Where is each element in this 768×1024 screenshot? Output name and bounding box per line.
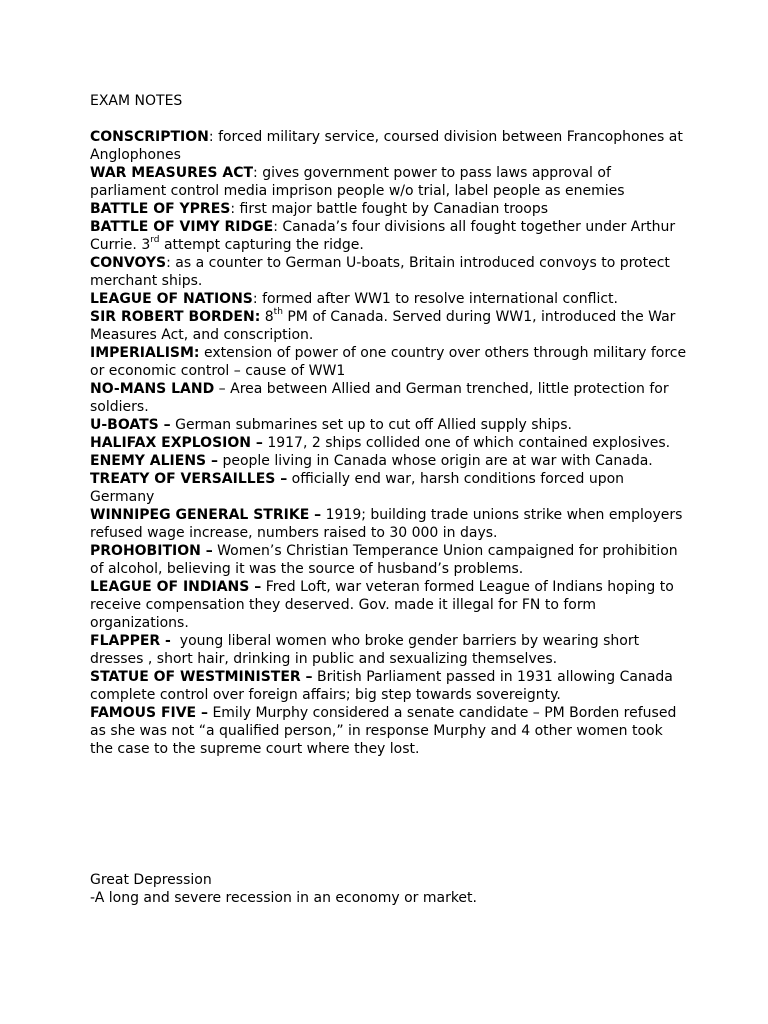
note-entry — [90, 452, 690, 470]
note-text: young liberal women who broke gender barriers by wearing short dresses , short hair, drinking in public and sexualizing themselves. — [90, 633, 640, 667]
note-term: BATTLE OF YPRES — [90, 201, 231, 217]
note-term: NO-MANS LAND — [90, 381, 215, 397]
note-sep: : — [230, 201, 240, 217]
note-sep: : — [208, 129, 219, 145]
note-text: British Parliament passed in 1931 allowing Canada complete control over foreign affairs; big step towards sovereignty. — [90, 669, 673, 703]
note-term: SIR ROBERT BORDEN: — [90, 309, 261, 325]
document-title: EXAM NOTES — [90, 93, 183, 109]
note-text: 8 — [264, 309, 274, 325]
note-term: LEAGUE OF NATIONS — [90, 291, 253, 307]
note-entry — [90, 506, 690, 542]
note-term: CONVOYS — [90, 255, 167, 271]
note-text: 1917, 2 ships collided one of which contained explosives. — [267, 435, 671, 451]
note-term: TREATY OF VERSAILLES – — [90, 471, 288, 487]
document-page — [90, 92, 690, 758]
note-term: FAMOUS FIVE – — [90, 705, 208, 721]
note-term: ENEMY ALIENS – — [90, 453, 218, 469]
note-term: PROHOBITION – — [90, 543, 213, 559]
great-depression-section — [90, 871, 690, 907]
note-term: STATUE OF WESTMINISTER – — [90, 669, 313, 685]
note-superscript: rd — [150, 235, 160, 246]
note-sep: : — [252, 291, 263, 307]
note-superscript: th — [273, 307, 283, 318]
note-entry — [90, 164, 690, 200]
note-text: formed after WW1 to resolve international conflict. — [262, 291, 618, 307]
note-text: as a counter to German U-boats, Britain introduced convoys to protect merchant ships. — [90, 255, 670, 289]
note-entry — [90, 632, 690, 668]
note-entry — [90, 344, 690, 380]
note-entry — [90, 380, 690, 416]
note-text: Fred Loft, war veteran formed League of Indians hoping to receive compensation they deserved. Gov. made it illegal for FN to form organizations. — [90, 579, 674, 631]
note-entry — [90, 704, 690, 758]
note-entry — [90, 200, 690, 218]
note-term: WINNIPEG GENERAL STRIKE – — [90, 507, 322, 523]
note-entry — [90, 416, 690, 434]
note-text: gives government power to pass laws approval of parliament control media imprison people w/o trial, label people as enemies — [90, 165, 625, 199]
note-sep: : — [273, 219, 283, 235]
note-entry — [90, 434, 690, 452]
note-text-after: attempt capturing the ridge. — [159, 237, 364, 253]
note-entry — [90, 668, 690, 704]
note-text: 1919; building trade unions strike when employers refused wage increase, numbers raised to 30 000 in days. — [90, 507, 683, 541]
note-term: CONSCRIPTION — [90, 129, 209, 145]
section-title: Great Depression — [90, 872, 212, 888]
note-sep: : — [166, 255, 176, 271]
note-entry — [90, 254, 690, 290]
note-entry — [90, 470, 690, 506]
note-text: forced military service, coursed division between Francophones at Anglophones — [90, 129, 683, 163]
note-text: Canada’s four divisions all fought together under Arthur Currie. 3 — [90, 219, 676, 253]
note-text-after: PM of Canada. Served during WW1, introduced the War Measures Act, and conscription. — [90, 309, 676, 343]
note-term: FLAPPER - — [90, 633, 171, 649]
note-term: LEAGUE OF INDIANS – — [90, 579, 262, 595]
section-line: -A long and severe recession in an economy or market. — [90, 890, 477, 906]
note-entry — [90, 218, 690, 254]
note-text: extension of power of one country over others through military force or economic control – cause of WW1 — [90, 345, 687, 379]
note-term: U-BOATS – — [90, 417, 171, 433]
note-text: officially end war, harsh conditions forced upon Germany — [90, 471, 625, 505]
note-entry — [90, 542, 690, 578]
note-sep — [171, 633, 180, 649]
note-term: BATTLE OF VIMY RIDGE — [90, 219, 274, 235]
note-text: first major battle fought by Canadian troops — [239, 201, 549, 217]
note-text: German submarines set up to cut off Allied supply ships. — [175, 417, 572, 433]
note-entry — [90, 578, 690, 632]
note-text: people living in Canada whose origin are at war with Canada. — [222, 453, 653, 469]
note-text: Women’s Christian Temperance Union campaigned for prohibition of alcohol, believing it was the source of husband’s problems. — [90, 543, 678, 577]
note-sep: – — [214, 381, 231, 397]
note-entry — [90, 308, 690, 344]
note-term: IMPERIALISM: — [90, 345, 200, 361]
note-text: Area between Allied and German trenched, little protection for soldiers. — [90, 381, 669, 415]
note-term: HALIFAX EXPLOSION – — [90, 435, 263, 451]
note-term: WAR MEASURES ACT — [90, 165, 254, 181]
note-entry — [90, 290, 690, 308]
note-text: Emily Murphy considered a senate candidate – PM Borden refused as she was not “a qualified person,” in response Murphy and 4 other women took the case to the supreme court where they lost. — [90, 705, 677, 757]
note-sep: : — [253, 165, 263, 181]
note-entry — [90, 128, 690, 164]
